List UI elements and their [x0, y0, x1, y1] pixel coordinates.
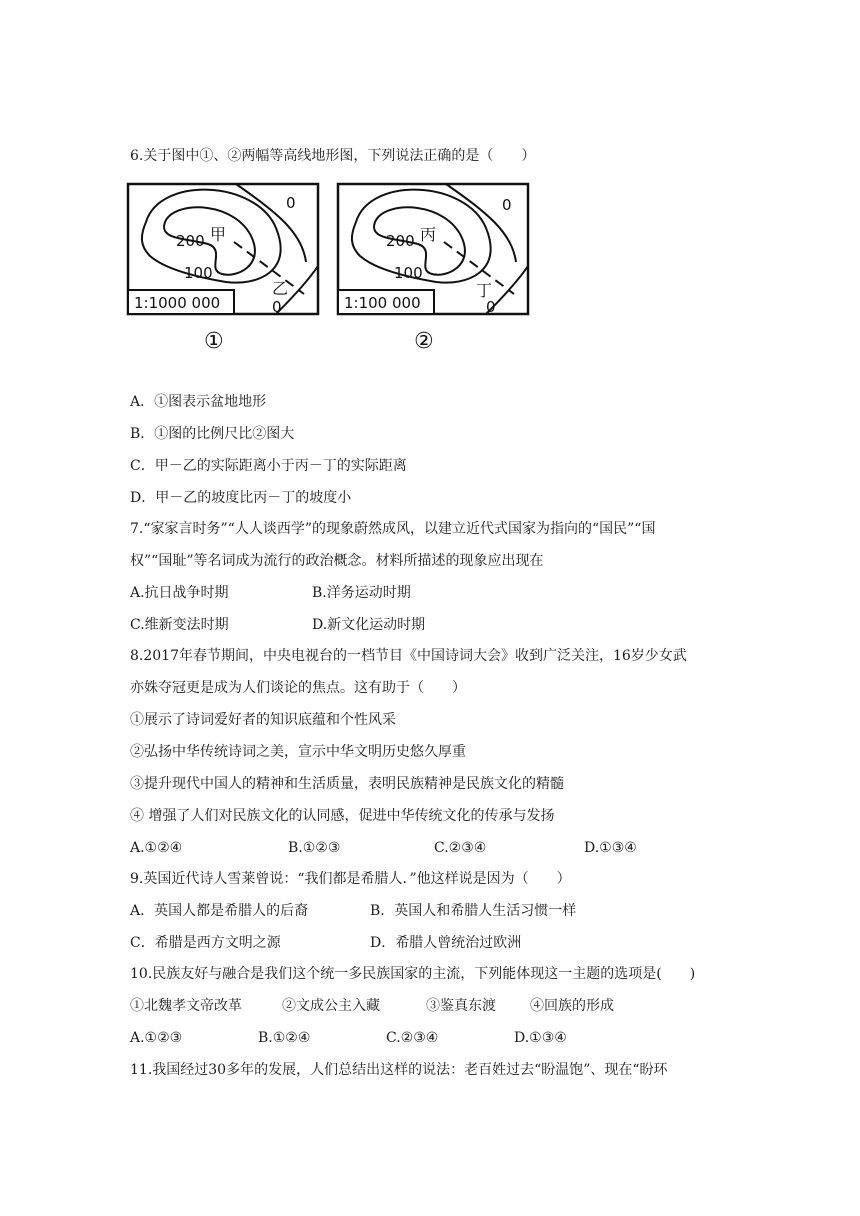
q8-stem-line-1: 8.2017年春节期间，中央电视台的一档节目《中国诗词大会》收到广泛关注，16岁少女武 — [130, 648, 687, 664]
q8-option-d: D.①③④ — [584, 840, 637, 856]
map-2-label-200: 200 — [386, 232, 415, 250]
q8-statement-3: ③提升现代中国人的精神和生活质量，表明民族精神是民族文化的精髓 — [130, 776, 564, 792]
q8-option-a: A.①②④ — [130, 840, 183, 856]
q9-stem: 9.英国近代诗人雪莱曾说：“我们都是希腊人．”他这样说是因为（ ） — [130, 871, 571, 887]
q10-stem: 10.民族友好与融合是我们这个统一多民族国家的主流，下列能体现这一主题的选项是( ) — [130, 966, 696, 982]
q9-option-d: D．希腊人曾统治过欧洲 — [370, 935, 522, 951]
q9-option-b: B．英国人和希腊人生活习惯一样 — [370, 903, 577, 919]
map-2-scale: 1:100 000 — [344, 294, 421, 312]
q7-option-c: C.维新变法时期 — [130, 617, 229, 633]
q7-option-a: A.抗日战争时期 — [130, 585, 229, 601]
q10-option-b: B.①②④ — [258, 1030, 311, 1046]
map-2-point-ding: 丁 — [476, 281, 493, 300]
q7-stem-line-1: 7.“家家言时务”“人人谈西学”的现象蔚然成风，以建立近代式国家为指向的“国民”“国 — [130, 521, 656, 537]
map-2-label-0-bottom: 0 — [486, 298, 496, 316]
q10-statement-1: ①北魏孝文帝改革 — [130, 998, 242, 1014]
q10-statement-2: ②文成公主入藏 — [282, 998, 380, 1014]
q6-stem: 6.关于图中①、②两幅等高线地形图，下列说法正确的是（ ） — [130, 148, 536, 164]
map-1-point-jia: 甲 — [210, 225, 227, 244]
map-2-point-bing: 丙 — [420, 225, 437, 244]
q8-statement-2: ②弘扬中华传统诗词之美，宣示中华文明历史悠久厚重 — [130, 744, 466, 760]
q10-statement-4: ④回族的形成 — [530, 998, 614, 1014]
map-1-scale: 1:1000 000 — [134, 294, 221, 312]
q7-option-d: D.新文化运动时期 — [312, 617, 426, 633]
q9-option-a: A．英国人都是希腊人的后裔 — [130, 903, 309, 919]
q10-option-c: C.②③④ — [386, 1030, 439, 1046]
q10-option-a: A.①②③ — [130, 1030, 183, 1046]
map-1 — [128, 184, 318, 352]
q10-statement-3: ③鉴真东渡 — [426, 998, 496, 1014]
q9-option-c: C．希腊是西方文明之源 — [130, 935, 281, 951]
map-2-label-0-top: 0 — [502, 196, 512, 214]
q6-option-c: C．甲－乙的实际距离小于丙－丁的实际距离 — [130, 458, 407, 474]
map-1-point-yi: 乙 — [272, 279, 289, 298]
map-2 — [338, 184, 528, 352]
map-1-caption: ① — [204, 329, 224, 352]
map-2-label-100: 100 — [394, 264, 423, 282]
q10-option-d: D.①③④ — [514, 1030, 567, 1046]
q8-option-b: B.①②③ — [288, 840, 341, 856]
map-1-label-0-top: 0 — [286, 194, 296, 212]
q8-option-c: C.②③④ — [434, 840, 487, 856]
map-1-label-0-bottom: 0 — [272, 298, 282, 316]
q6-option-b: B．①图的比例尺比②图大 — [130, 426, 295, 442]
q8-stem-line-2: 亦姝夺冠更是成为人们谈论的焦点。这有助于（ ） — [130, 680, 466, 696]
q8-statement-1: ①展示了诗词爱好者的知识底蕴和个性风采 — [130, 712, 396, 728]
map-1-label-100: 100 — [184, 264, 213, 282]
q6-option-a: A．①图表示盆地地形 — [130, 394, 267, 410]
map-2-caption: ② — [414, 329, 434, 352]
q6-figure — [126, 182, 530, 352]
q11-stem-line-1: 11.我国经过30多年的发展，人们总结出这样的说法：老百姓过去“盼温饱”、现在“盼环 — [130, 1062, 668, 1078]
q8-statement-4: ④ 增强了人们对民族文化的认同感，促进中华传统文化的传承与发扬 — [130, 808, 555, 824]
map-1-label-200: 200 — [176, 232, 205, 250]
q6-option-d: D．甲－乙的坡度比丙－丁的坡度小 — [130, 490, 352, 506]
q7-option-b: B.洋务运动时期 — [312, 585, 411, 601]
q7-stem-line-2: 权”“国耻”等名词成为流行的政治概念。材料所描述的现象应出现在 — [130, 553, 544, 569]
